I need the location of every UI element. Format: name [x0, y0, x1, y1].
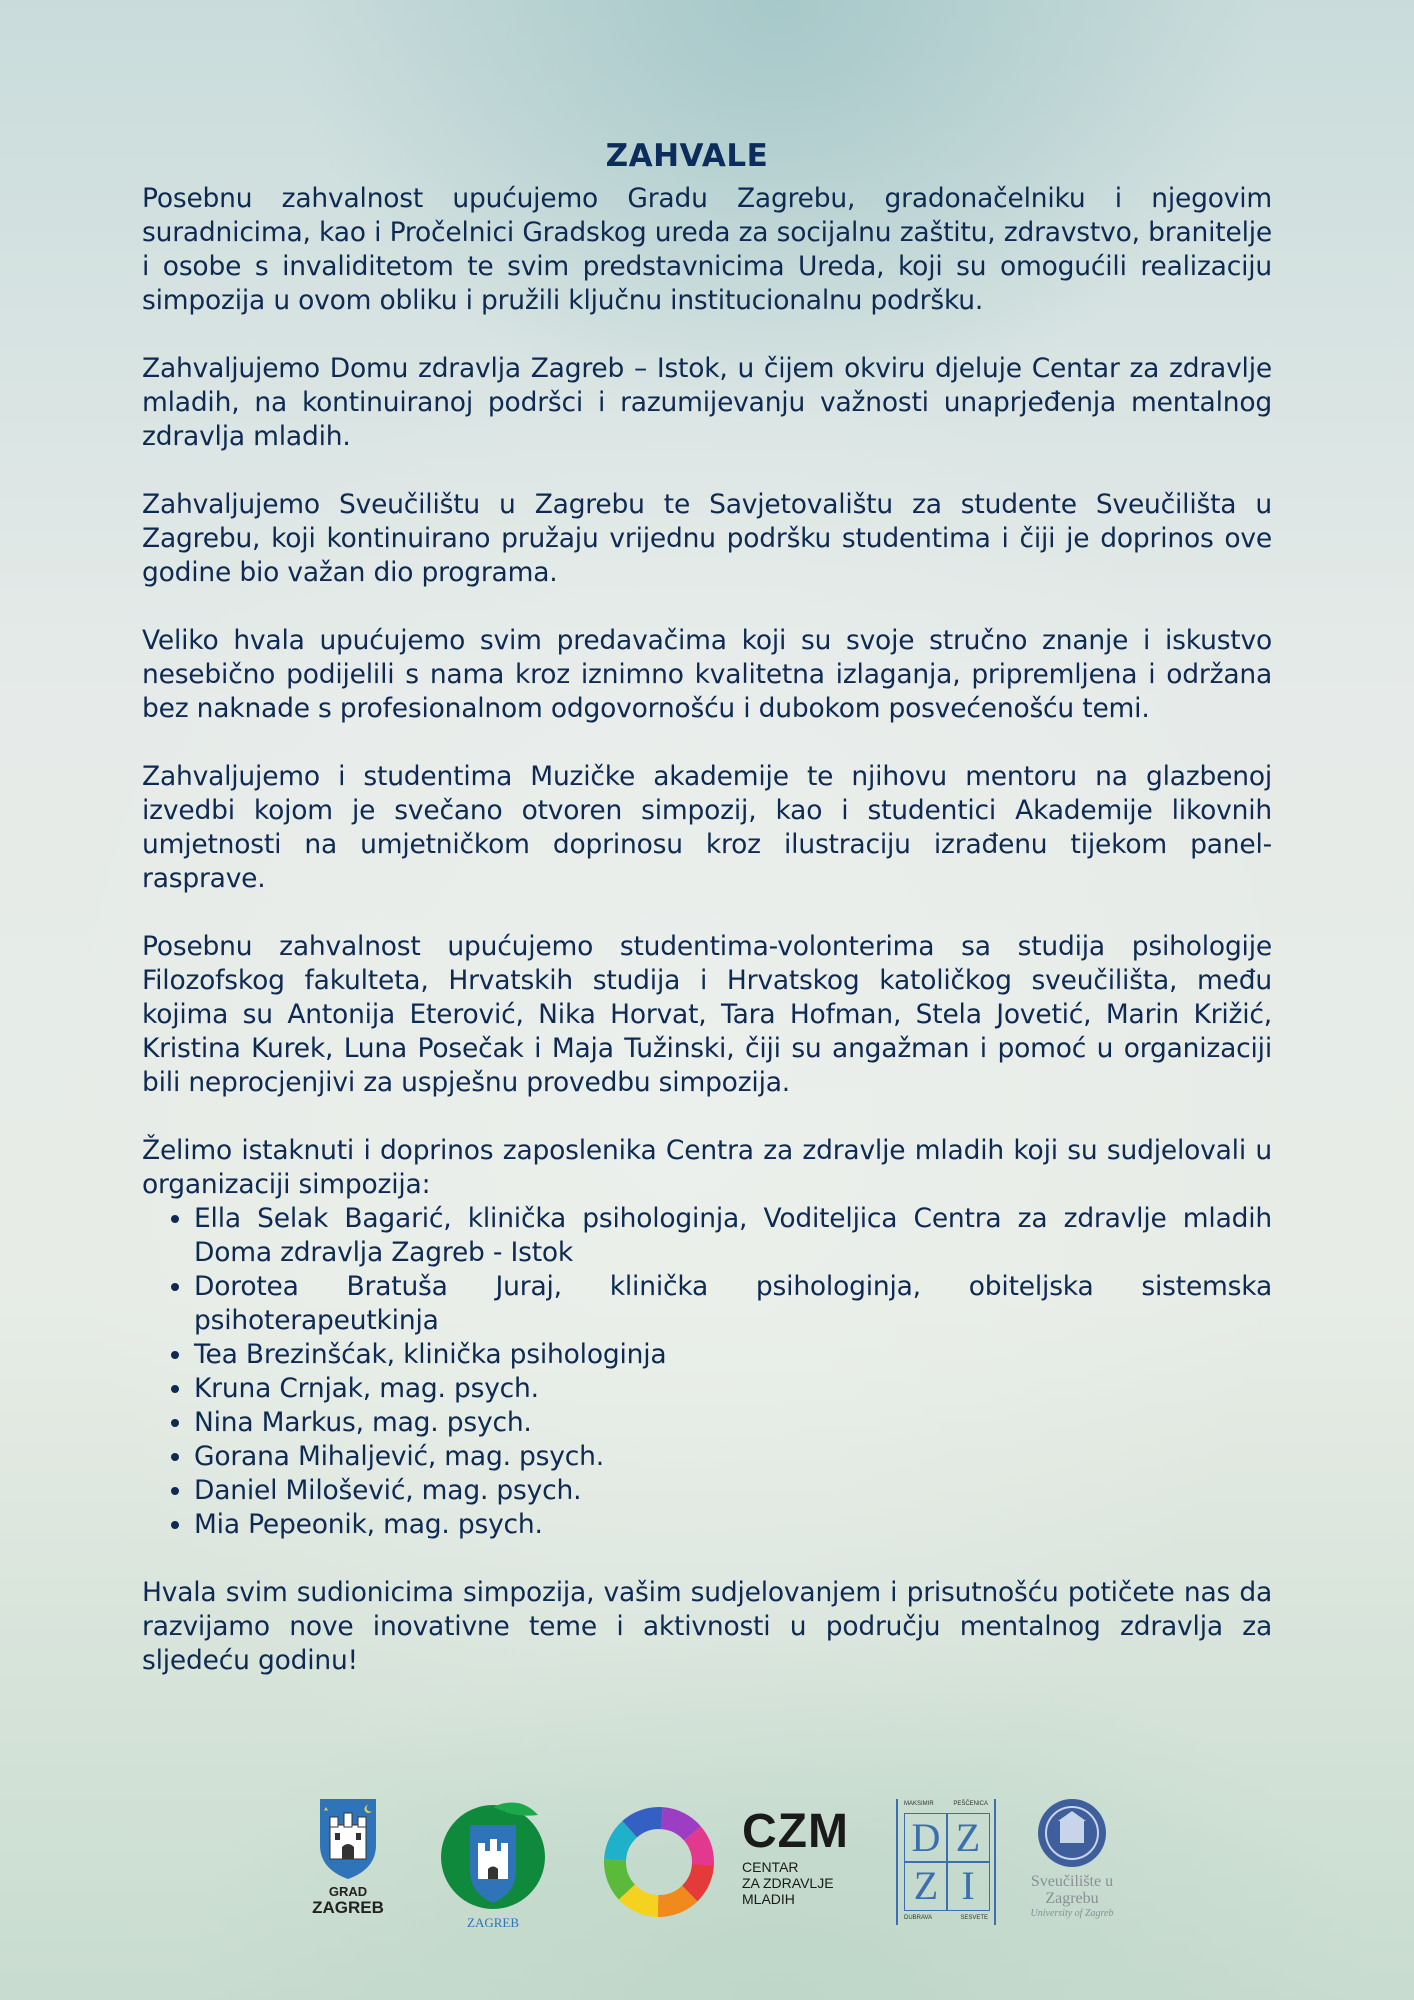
czm-logo — [742, 1805, 862, 1907]
list-item: • Mia Pepeonik, mag. psych. — [194, 1508, 1272, 1542]
unizg-line3: University of Zagreb — [1030, 1908, 1114, 1919]
dz-label-tl: MAKSIMIR — [904, 1801, 934, 1807]
dz-letter-z2: Z — [904, 1861, 948, 1911]
rainbow-ring-icon — [600, 1803, 718, 1921]
paragraph-academies: Zahvaljujemo i studentima Muzičke akademije te njihovu mentoru na glazbenoj izvedbi kojom je svečano otvoren simpozij, kao i studentici Akademije likovnih umjetnosti na umjetničkom doprinosu kroz ilustraciju izrađenu tijekom panel-rasprave. — [142, 761, 1272, 894]
grad-zagreb-logo — [308, 1795, 388, 1917]
zagreb-coat-of-arms-icon — [308, 1795, 388, 1881]
staff-list — [142, 1202, 1272, 1542]
mental-health-ring-logo — [600, 1803, 718, 1921]
list-item: • Kruna Crnjak, mag. psych. — [194, 1372, 1272, 1406]
document — [142, 138, 1272, 1712]
paragraph-city: Posebnu zahvalnost upućujemo Gradu Zagrebu, gradonačelniku i njegovim suradnicima, kao i Pročelnici Gradskog ureda za socijalnu zaštitu, zdravstvo, branitelje i osobe s invaliditetom te svim predstavnicima Ureda, koji su omogućili realizaciju simpozija u ovom obliku i pružili ključnu institucionalnu podršku. — [142, 183, 1272, 316]
dz-letter-d: D — [904, 1813, 948, 1863]
paragraph-volunteers: Posebnu zahvalnost upućujemo studentima-volonterima sa studija psihologije Filozofskog fakulteta, Hrvatskih studija i Hrvatskog katoličkog sveučilišta, među kojima su Antonija Eterović, Nika Horvat, Tara Hofman, Stela Jovetić, Marin Križić, Kristina Kurek, Luna Posečak i Maja Tužinski, čiji su angažman i pomoć u organizaciji bili neprocjenjivi za uspješnu provedbu simpozija. — [142, 931, 1272, 1098]
healthy-city-label: ZAGREB — [467, 1915, 519, 1930]
unizg-line2: Zagrebu — [1045, 1890, 1099, 1907]
list-item: • Tea Brezinšćak, klinička psihologinja — [194, 1338, 1272, 1372]
czm-line1: CENTAR — [742, 1859, 799, 1875]
dz-label-bl: DUBRAVA — [904, 1915, 933, 1921]
list-item: • Dorotea Bratuša Juraj, klinička psihologinja, obiteljska sistemska psihoterapeutkinja — [194, 1270, 1272, 1338]
list-item: • Gorana Mihaljević, mag. psych. — [194, 1440, 1272, 1474]
dz-letter-z: Z — [946, 1813, 990, 1863]
dz-letter-i: I — [946, 1861, 990, 1911]
unizg-line1: Sveučilište u — [1030, 1873, 1114, 1890]
czm-abbr: CZM — [742, 1805, 849, 1858]
logo-strip — [300, 1795, 1130, 1935]
czm-line2: ZA ZDRAVLJE — [742, 1875, 834, 1891]
healthy-city-apple-icon — [430, 1795, 556, 1915]
paragraph-lecturers: Veliko hvala upućujemo svim predavačima koji su svoje stručno znanje i iskustvo nesebično podijelili s nama kroz iznimno kvalitetna izlaganja, pripremljena i održana bez naknade s profesionalnom odgovornošću i dubokom posvećenošću temi. — [142, 625, 1272, 724]
czm-line3: MLADIH — [742, 1891, 795, 1907]
page-title: ZAHVALE — [605, 138, 769, 174]
paragraph-health-center: Zahvaljujemo Domu zdravlja Zagreb – Istok, u čijem okviru djeluje Centar za zdravlje mladih, na kontinuiranoj podršci i razumijevanju važnosti unaprjeđenja mentalnog zdravlja mladih. — [142, 353, 1272, 452]
list-item: • Nina Markus, mag. psych. — [194, 1406, 1272, 1440]
paragraph-university: Zahvaljujemo Sveučilištu u Zagrebu te Savjetovalištu za studente Sveučilišta u Zagrebu, koji kontinuirano pružaju vrijednu podršku studentima i čiji je doprinos ove godine bio važan dio programa. — [142, 489, 1272, 588]
list-item: • Daniel Milošević, mag. psych. — [194, 1474, 1272, 1508]
dom-zdravlja-logo — [896, 1799, 996, 1925]
zagreb-label: ZAGREB — [312, 1898, 384, 1917]
university-zagreb-logo — [1020, 1797, 1124, 1921]
list-item: • Ella Selak Bagarić, klinička psihologinja, Voditeljica Centra za zdravlje mladih Doma zdravlja Zagreb - Istok — [194, 1202, 1272, 1270]
healthy-city-logo — [430, 1795, 556, 1931]
university-seal-icon — [1020, 1797, 1124, 1869]
dz-label-tr: PEŠČENICA — [953, 1801, 988, 1807]
dz-label-br: SESVETE — [960, 1915, 988, 1921]
paragraph-staff-intro: Želimo istaknuti i doprinos zaposlenika Centra za zdravlje mladih koji su sudjelovali u organizaciji simpozija: — [142, 1135, 1272, 1200]
paragraph-closing: Hvala svim sudionicima simpozija, vašim sudjelovanjem i prisutnošću potičete nas da razvijamo nove inovativne teme i aktivnosti u području mentalnog zdravlja za sljedeću godinu! — [142, 1577, 1272, 1676]
grad-label: GRAD — [328, 1884, 368, 1899]
